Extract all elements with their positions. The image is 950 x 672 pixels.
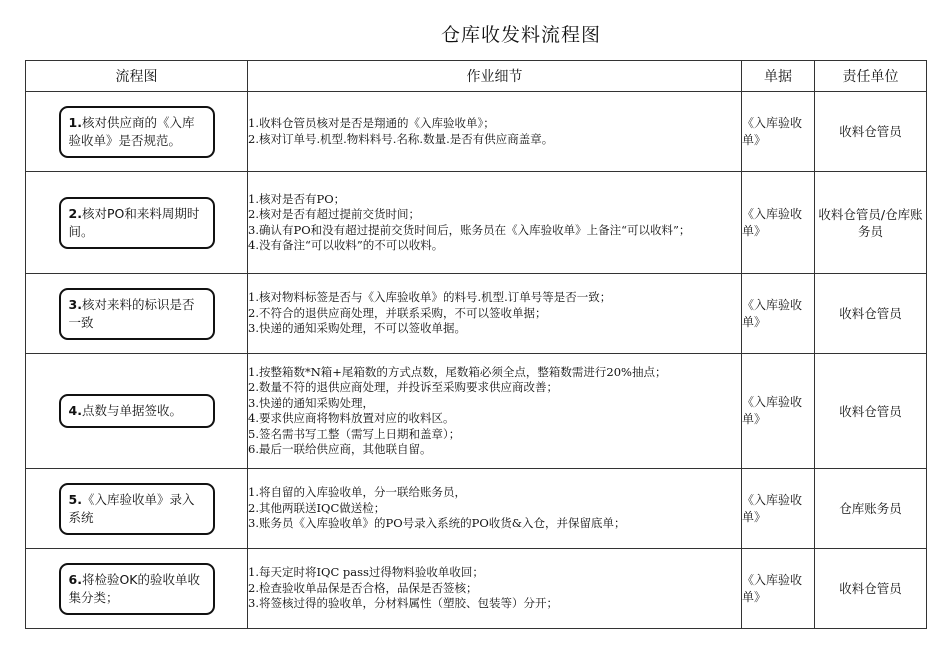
table-row [26, 354, 927, 469]
detail-line: 1.核对是否有PO； [248, 191, 346, 206]
flow-cell [26, 469, 248, 549]
responsible-cell: 仓库账务员 [815, 469, 927, 549]
detail-line: 2.核对订单号.机型.物料料号.名称.数量.是否有供应商盖章。 [248, 131, 554, 146]
document-cell: 《入库验收单》 [742, 469, 815, 549]
detail-line: 3.账务员《入库验收单》的PO号录入系统的PO收货&入仓，并保留底单； [248, 516, 626, 531]
table-row [26, 469, 927, 549]
step-number: 2. [68, 205, 82, 221]
detail-line: 1.收料仓管员核对是否是翔通的《入库验收单》； [248, 116, 495, 130]
detail-cell [248, 354, 742, 469]
detail-line: 1.按整箱数*N箱+尾箱数的方式点数，尾数箱必须全点，整箱数需进行20%抽点； [248, 364, 667, 379]
step-number: 4. [68, 403, 82, 418]
header-document: 单据 [742, 61, 815, 92]
responsible-cell: 收料仓管员 [815, 274, 927, 354]
table-row [26, 92, 927, 172]
step-box-2 [59, 197, 215, 249]
detail-line: 2.数量不符的退供应商处理，并投诉至采购要求供应商改善； [248, 380, 558, 394]
detail-line: 3.快递的通知采购处理， [248, 395, 374, 410]
flow-cell [26, 274, 248, 354]
detail-line: 4.要求供应商将物料放置对应的收料区。 [248, 411, 455, 425]
document-cell: 《入库验收单》 [742, 354, 815, 469]
detail-cell [248, 274, 742, 354]
table-row [26, 274, 927, 354]
detail-line: 6.最后一联给供应商，其他联自留。 [248, 442, 432, 456]
step-box-4 [59, 394, 215, 428]
detail-line: 2.检查验收单品保是否合格，品保是否签核； [248, 580, 478, 595]
detail-line: 1.核对物料标签是否与《入库验收单》的料号.机型.订单号等是否一致； [248, 290, 612, 305]
table-row [26, 549, 927, 629]
detail-cell [248, 549, 742, 629]
step-box-3 [59, 288, 215, 340]
detail-line: 1.每天定时将IQC pass过得物料验收单收回； [248, 565, 484, 580]
step-number: 1. [68, 114, 82, 130]
step-text: 点数与单据签收。 [81, 403, 182, 418]
document-cell: 《入库验收单》 [742, 274, 815, 354]
detail-line: 2.不符合的退供应商处理，并联系采购，不可以签收单据； [248, 305, 547, 320]
header-flow: 流程图 [26, 61, 248, 92]
detail-cell [248, 172, 742, 274]
detail-line: 1.将自留的入库验收单，分一联给账务员， [248, 485, 466, 500]
flow-table [25, 60, 927, 629]
document-cell: 《入库验收单》 [742, 172, 815, 274]
step-text: 核对来料的标识是否一致 [68, 296, 195, 330]
header-detail: 作业细节 [248, 61, 742, 92]
step-number: 6. [68, 571, 82, 587]
step-box-1 [59, 106, 215, 158]
step-box-5 [59, 483, 215, 535]
page-title: 仓库收发料流程图 [440, 24, 601, 46]
step-box-6 [59, 563, 215, 615]
table-header-row [26, 61, 927, 92]
detail-line: 2.核对是否有超过提前交货时间； [248, 207, 420, 221]
table-row [26, 172, 927, 274]
detail-cell [248, 469, 742, 549]
detail-line: 3.将签核过得的验收单，分材料属性（塑胶、包装等）分开； [248, 596, 558, 611]
responsible-cell: 收料仓管员 [815, 354, 927, 469]
step-number: 5. [68, 491, 82, 507]
detail-line: 4.没有备注“可以收料”的不可以收料。 [248, 238, 444, 252]
responsible-cell: 收料仓管员 [815, 549, 927, 629]
detail-cell [248, 92, 742, 172]
detail-line: 3.快递的通知采购处理，不可以签收单据。 [248, 321, 466, 336]
header-responsible: 责任单位 [815, 61, 927, 92]
detail-line: 5.签名需书写工整（需写上日期和盖章）； [248, 426, 461, 441]
detail-line: 2.其他两联送IQC做送检； [248, 500, 386, 515]
document-cell: 《入库验收单》 [742, 549, 815, 629]
detail-line: 3.确认有PO和没有超过提前交货时间后，账务员在《入库验收单》上备注“可以收料”； [248, 222, 691, 237]
document-cell: 《入库验收单》 [742, 92, 815, 172]
responsible-cell: 收料仓管员/仓库账务员 [815, 172, 927, 274]
flow-cell [26, 354, 248, 469]
flow-cell [26, 172, 248, 274]
step-text: 核对供应商的《入库验收单》是否规范。 [68, 114, 195, 148]
step-text: 将检验OK的验收单收集分类； [68, 571, 200, 605]
step-text: 《入库验收单》录入系统 [68, 491, 195, 525]
responsible-cell: 收料仓管员 [815, 92, 927, 172]
flow-cell [26, 549, 248, 629]
step-number: 3. [68, 296, 82, 312]
step-text: 核对PO和来料周期时间。 [68, 205, 200, 239]
flow-cell [26, 92, 248, 172]
